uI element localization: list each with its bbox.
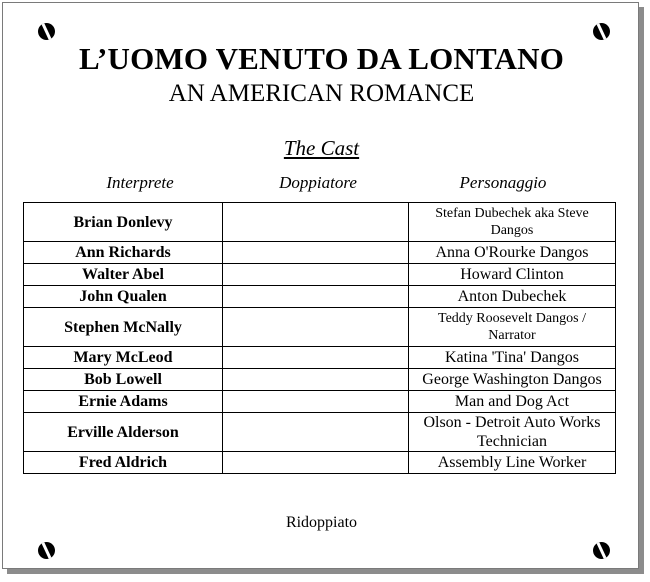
table-row [24, 369, 616, 391]
dubber-cell [223, 264, 409, 286]
role-cell: Assembly Line Worker [409, 452, 616, 474]
screw-icon [38, 542, 55, 559]
actor-cell: Stephen McNally [24, 308, 223, 347]
actor-cell: Ann Richards [24, 242, 223, 264]
table-row [24, 203, 616, 242]
role-cell: Stefan Dubechek aka Steve Dangos [409, 203, 616, 242]
table-row [24, 264, 616, 286]
table-row [24, 347, 616, 369]
dubber-cell [223, 286, 409, 308]
role-cell: Katina 'Tina' Dangos [409, 347, 616, 369]
actor-cell: Mary McLeod [24, 347, 223, 369]
actor-cell: Erville Alderson [24, 413, 223, 452]
dubber-cell [223, 452, 409, 474]
column-heading-interprete: Interprete [106, 173, 174, 192]
role-cell: Man and Dog Act [409, 391, 616, 413]
screw-icon [593, 23, 610, 40]
actor-cell: Bob Lowell [24, 369, 223, 391]
actor-cell: Fred Aldrich [24, 452, 223, 474]
cast-heading: The Cast [283, 136, 360, 160]
actor-cell: John Qualen [24, 286, 223, 308]
screw-icon [38, 23, 55, 40]
dubber-cell [223, 413, 409, 452]
dubber-cell [223, 369, 409, 391]
role-cell: Teddy Roosevelt Dangos / Narrator [409, 308, 616, 347]
table-row [24, 308, 616, 347]
table-row [24, 413, 616, 452]
role-cell: Olson - Detroit Auto Works Technician [409, 413, 616, 452]
screw-icon [593, 542, 610, 559]
role-cell: Howard Clinton [409, 264, 616, 286]
film-title: L’UOMO VENUTO DA LONTANO [78, 41, 565, 76]
actor-cell: Walter Abel [24, 264, 223, 286]
film-original-title: AN AMERICAN ROMANCE [168, 80, 475, 107]
role-cell: Anna O'Rourke Dangos [409, 242, 616, 264]
dubber-cell [223, 347, 409, 369]
actor-cell: Brian Donlevy [24, 203, 223, 242]
table-row [24, 286, 616, 308]
role-cell: Anton Dubechek [409, 286, 616, 308]
dubber-cell [223, 391, 409, 413]
cast-plaque [2, 2, 639, 569]
cast-table [23, 202, 616, 474]
table-row [24, 452, 616, 474]
dubber-cell [223, 203, 409, 242]
dubber-cell [223, 242, 409, 264]
column-heading-doppiatore: Doppiatore [279, 173, 357, 192]
dubber-cell [223, 308, 409, 347]
table-row [24, 391, 616, 413]
column-heading-personaggio: Personaggio [459, 173, 547, 192]
table-row [24, 242, 616, 264]
actor-cell: Ernie Adams [24, 391, 223, 413]
role-cell: George Washington Dangos [409, 369, 616, 391]
redub-note: Ridoppiato [285, 514, 358, 531]
